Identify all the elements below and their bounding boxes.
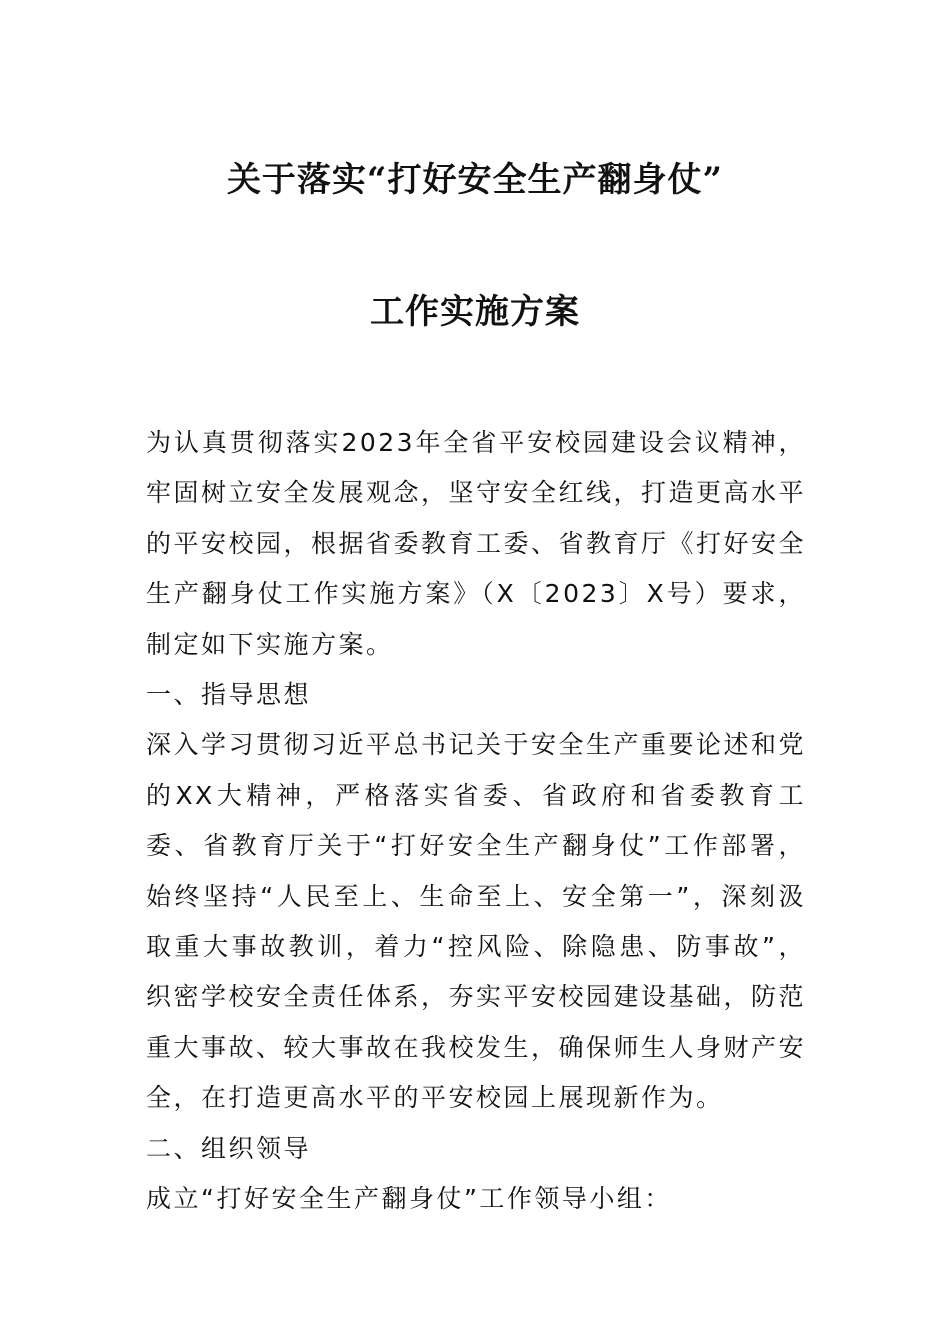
paragraph-guiding-ideology: 深入学习贯彻习近平总书记关于安全生产重要论述和党的XX大精神，严格落实省委、省政府和省委教育工委、省教育厅关于“打好安全生产翻身仗”工作部署，始终坚持“人民至上、生命至上、安全第一”，深刻汲取重大事故教训，着力“控风险、除隐患、防事故”，织密学校安全责任体系，夯实平安校园建设基础，防范重大事故、较大事故在我校发生，确保师生人身财产安全，在打造更高水平的平安校园上展现新作为。 [146, 730, 807, 1113]
section-heading-guiding-ideology: 一、指导思想 [146, 680, 312, 710]
document-body [146, 418, 806, 1225]
document-title-line-2: 工作实施方案 [370, 292, 580, 332]
section-heading-organization: 二、组织领导 [146, 1133, 312, 1163]
paragraph-leading-group: 成立“打好安全生产翻身仗”工作领导小组： [146, 1184, 672, 1214]
paragraph-intro: 为认真贯彻落实2023年全省平安校园建设会议精神，牢固树立安全发展观念，坚守安全红线，打造更高水平的平安校园，根据省委教育工委、省教育厅《打好安全生产翻身仗工作实施方案》（X〔2023〕X号）要求，制定如下实施方案。 [146, 428, 807, 659]
document-title-line-1: 关于落实“打好安全生产翻身仗” [226, 160, 724, 200]
